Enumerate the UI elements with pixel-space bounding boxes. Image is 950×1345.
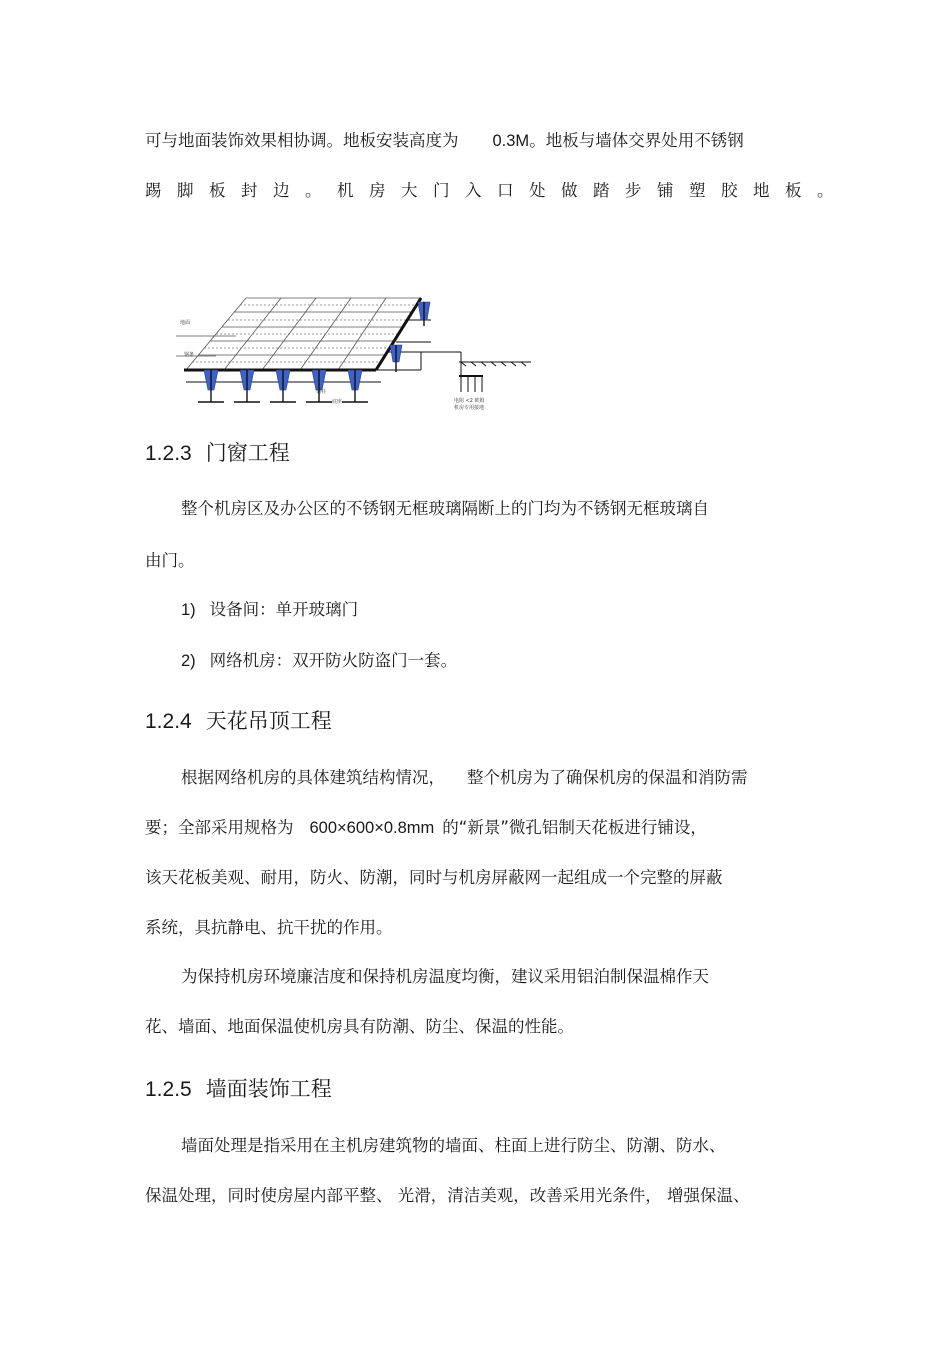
- section-title: 墙面装饰工程: [205, 1077, 332, 1101]
- list-item: [181, 600, 358, 620]
- ceiling-paragraph-line-2: [145, 818, 707, 838]
- intro-line-1-text-b: 。地板与墙体交界处用不锈钢: [529, 131, 744, 150]
- list-item-text: 设备间：单开玻璃门: [209, 600, 359, 619]
- ceiling-line-2-b: 的“新景”微孔铝制天花板进行铺设，: [442, 818, 707, 837]
- ceiling-line-1-b: 整个机房为了确保机房的保温和消防需: [467, 768, 748, 787]
- section-number: 1.2.3: [145, 442, 192, 465]
- section-title: 天花吊顶工程: [205, 709, 332, 733]
- section-number: 1.2.5: [145, 1078, 192, 1101]
- diagram-label-foot2: 底座: [332, 399, 343, 405]
- ceiling-panel-spec: 600×600×0.8mm: [309, 819, 435, 837]
- intro-line-1: [145, 131, 744, 151]
- section-heading-doors-windows: [145, 440, 290, 467]
- diagram-label-foot1: 钢柱: [316, 389, 327, 395]
- floor-slope-edge: [184, 298, 431, 382]
- section-title: 门窗工程: [205, 441, 290, 465]
- section-heading-ceiling: [145, 708, 332, 735]
- list-item-text: 网络机房：双开防火防盗门一套。: [209, 651, 458, 670]
- ceiling-paragraph-line-4: 系统，具抗静电、抗干扰的作用。: [145, 918, 393, 937]
- floor-height-value: 0.3M: [492, 132, 530, 150]
- intro-line-2: 踢脚板封边。机房大门入口处做踏步铺塑胶地板。: [145, 181, 849, 200]
- doors-paragraph-line-2: 由门。: [145, 551, 195, 570]
- diagram-label-ground2: 机房专用接地: [454, 405, 485, 411]
- ceiling-paragraph2-line-2: 花、墙面、地面保温使机房具有防潮、防尘、保温的性能。: [145, 1017, 574, 1036]
- list-item-number: 1): [181, 601, 196, 619]
- diagram-label-ground: 电阻 <2 欧姆: [454, 398, 485, 404]
- wall-paragraph-line-2: 保温处理，同时使房屋内部平整、 光滑，清洁美观，改善采用光条件， 增强保温、: [145, 1186, 750, 1205]
- diagram-label-floor: 地面: [180, 320, 191, 326]
- ceiling-paragraph-line-3: 该天花板美观、耐用，防火、防潮，同时与机房屏蔽网一起组成一个完整的屏蔽: [145, 868, 723, 887]
- section-heading-wall: [145, 1076, 332, 1103]
- raised-floor-diagram: [176, 290, 536, 415]
- ceiling-line-1-a: 根据网络机房的具体建筑结构情况，: [181, 768, 445, 787]
- section-number: 1.2.4: [145, 710, 192, 733]
- diagram-label-rail: 钢条: [184, 352, 195, 358]
- wall-paragraph-line-1: 墙面处理是指采用在主机房建筑物的墙面、柱面上进行防尘、防潮、防水、: [181, 1136, 726, 1155]
- intro-line-1-text-a: 可与地面装饰效果相协调。地板安装高度为: [145, 131, 459, 150]
- doors-paragraph-line-1: 整个机房区及办公区的不锈钢无框玻璃隔断上的门均为不锈钢无框玻璃自: [181, 499, 709, 518]
- list-item-number: 2): [181, 652, 196, 670]
- list-item: [181, 651, 457, 671]
- ceiling-paragraph-line-1: [181, 768, 748, 788]
- ceiling-paragraph2-line-1: 为保持机房环境廉洁度和保持机房温度均衡，建议采用铝泊制保温棉作天: [181, 967, 709, 986]
- ceiling-line-2-a: 要；全部采用规格为: [145, 818, 294, 837]
